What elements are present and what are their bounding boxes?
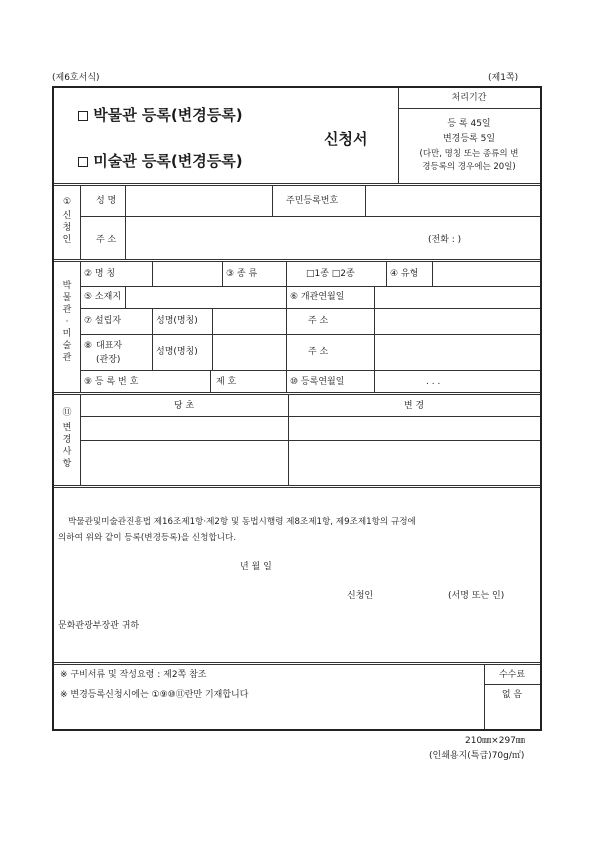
regno-label: ⑨ 등 록 번 호 — [84, 377, 139, 387]
museum-type-label: ③ 종 류 — [226, 269, 258, 279]
changes-after-field-2[interactable] — [289, 441, 539, 484]
processing-change: 변경등록 5일 — [442, 134, 496, 144]
title-separator — [54, 183, 540, 186]
changes-after-label: 변 경 — [403, 401, 425, 411]
museum-section-label: 박 물 관 · 미 술 관 — [62, 281, 72, 363]
opening-date-label: ⑥ 개관연월일 — [290, 292, 345, 302]
museum-row4-line — [80, 370, 540, 371]
rep-label: 대표자 — [96, 341, 123, 351]
paper-size: 210㎜×297㎜ — [465, 736, 525, 746]
regdate-value[interactable]: . . . — [426, 377, 441, 387]
signature-hint: (서명 또는 인) — [448, 591, 505, 601]
processing-register: 등 록 45일 — [447, 119, 491, 129]
row2-div2 — [286, 286, 287, 308]
changes-section-label: 변 경 사 항 — [62, 423, 72, 469]
applicant-signature-label: 신청인 — [347, 591, 374, 601]
fee-label: 수수료 — [498, 670, 526, 680]
processing-header-line — [398, 108, 540, 109]
application-date[interactable]: 년 월 일 — [240, 562, 272, 572]
founder-address-field[interactable] — [375, 309, 539, 333]
rep-name-field[interactable] — [213, 335, 285, 369]
applicant-section-label: 신 청 인 — [62, 211, 72, 245]
recipient: 문화관광부장관 귀하 — [58, 621, 140, 631]
title-museum: 박물관 등록(변경등록) — [78, 104, 243, 125]
applicant-col-line — [80, 186, 81, 260]
processing-note1: (다만, 명칭 또는 종류의 변 — [419, 149, 519, 159]
paper-type: (인쇄용지(특급)70g/㎡) — [429, 751, 525, 761]
founder-name-label: 성명(명칭) — [156, 316, 198, 326]
founder-address-label: 주 소 — [308, 316, 329, 326]
rep-name-label: 성명(명칭) — [156, 347, 198, 357]
changes-before-field-2[interactable] — [81, 441, 287, 484]
art-museum-checkbox[interactable] — [78, 157, 88, 167]
museum-kind-options[interactable]: □1종 □2종 — [306, 269, 355, 279]
fee-value: 없 음 — [501, 690, 523, 700]
founder-name-field[interactable] — [213, 309, 285, 333]
opening-date-field[interactable] — [375, 287, 539, 307]
rrn-field[interactable] — [366, 187, 539, 215]
museum-form-label: ④ 유형 — [390, 269, 419, 279]
applicant-num: ① — [62, 197, 72, 207]
note-documents: ※ 구비서류 및 작성요령 : 제2쪽 참조 — [60, 670, 207, 680]
museum-separator — [54, 392, 540, 395]
rrn-label: 주민등록번호 — [286, 196, 339, 206]
row5-div1 — [210, 370, 211, 392]
row3-div1 — [152, 308, 153, 370]
address-label: 주 소 — [96, 235, 117, 245]
location-field[interactable] — [126, 287, 285, 307]
applicant-rrn-line1 — [272, 186, 273, 216]
regdate-label: ⑩ 등록연월일 — [290, 377, 345, 387]
row5-div3 — [374, 370, 375, 392]
name-field[interactable] — [126, 187, 271, 215]
location-label: ⑤ 소재지 — [84, 292, 122, 302]
row3-div3 — [286, 308, 287, 370]
phone-label: (전화 : ) — [428, 235, 462, 245]
regno-value[interactable]: 제 호 — [216, 377, 237, 387]
rep-address-label: 주 소 — [308, 347, 329, 357]
page-number: (제1쪽) — [488, 73, 519, 83]
footer-separator — [54, 662, 540, 665]
museum-form-field[interactable] — [433, 263, 539, 285]
changes-separator — [54, 485, 540, 488]
museum-name-field[interactable] — [153, 263, 222, 285]
museum-checkbox[interactable] — [78, 111, 88, 121]
applicant-separator — [54, 259, 540, 262]
museum-name-label: ② 명 칭 — [84, 269, 116, 279]
rep-address-field[interactable] — [375, 335, 539, 369]
museum-col-line — [80, 262, 81, 392]
row1-div4 — [386, 262, 387, 286]
processing-label: 처리기간 — [451, 93, 487, 103]
rep-num: ⑧ — [84, 341, 93, 351]
changes-before-label: 당 초 — [173, 401, 195, 411]
statement-line2: 의하여 위와 같이 등록(변경등록)을 신청합니다. — [58, 533, 237, 543]
fee-header-line — [484, 684, 540, 685]
name-label: 성 명 — [96, 196, 117, 206]
address-field[interactable] — [126, 217, 539, 259]
statement-line1: 박물관및미술관진흥법 제16조제1항·제2항 및 동법시행령 제8조제1항, 제9조제1항의 규정에 — [68, 517, 416, 527]
title-suffix: 신청서 — [324, 130, 368, 148]
row1-div3 — [286, 262, 287, 286]
row5-div2 — [286, 370, 287, 392]
note-change: ※ 변경등록신청시에는 ①⑨⑩⑪란만 기재합니다 — [60, 690, 249, 700]
changes-before-field-1[interactable] — [81, 417, 287, 439]
changes-num: ⑪ — [62, 408, 72, 418]
row1-div2 — [222, 262, 223, 286]
rep-sublabel: (관장) — [96, 355, 121, 365]
processing-note2: 경등록의 경우에는 20일) — [422, 162, 516, 172]
founder-label: ⑦ 설립자 — [84, 316, 122, 326]
changes-after-field-1[interactable] — [289, 417, 539, 439]
form-number: (제6호서식) — [52, 73, 100, 83]
title-art-museum: 미술관 등록(변경등록) — [78, 150, 243, 171]
